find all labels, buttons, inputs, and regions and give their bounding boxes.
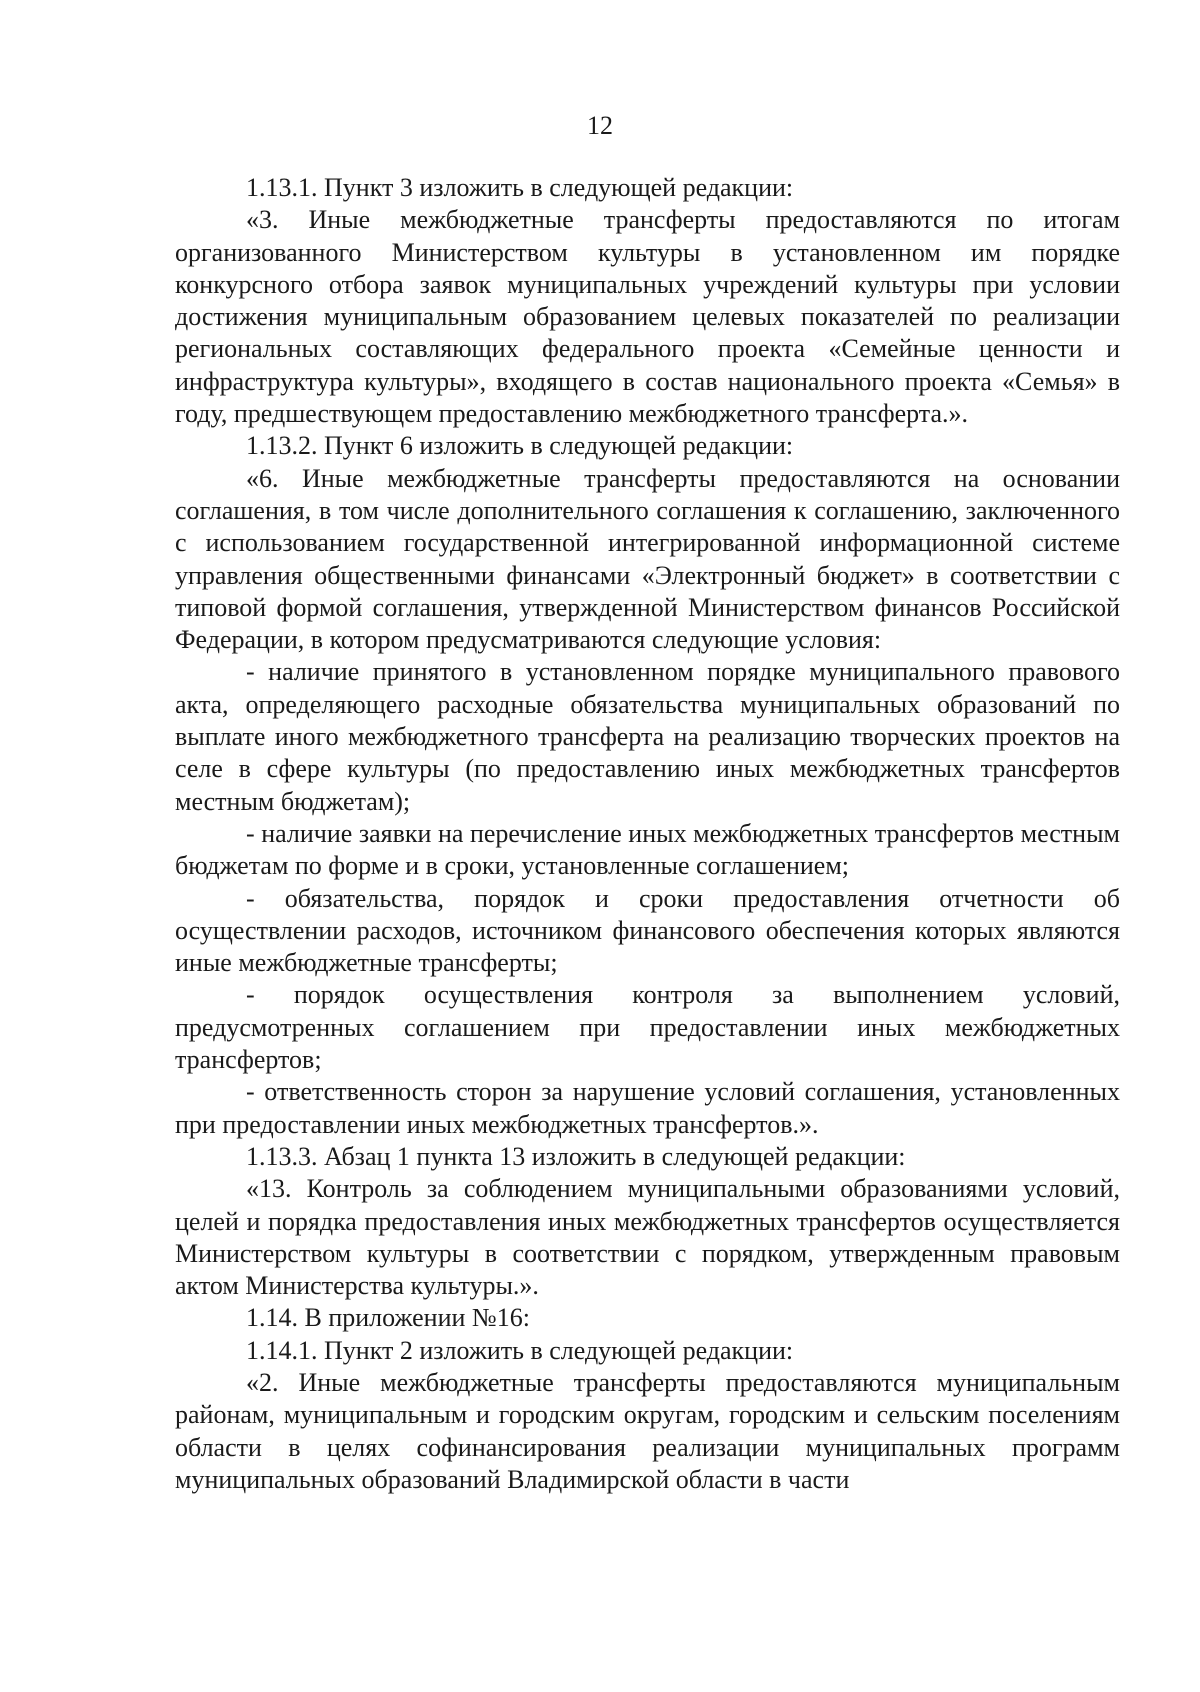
condition-reporting-obligations: - обязательства, порядок и сроки предоставления отчетности об осуществлении расходов, источником финансового обеспечения которых являются иные межбюджетные трансферты; [175,883,1120,978]
paragraph-item-3-text: «3. Иные межбюджетные трансферты предоставляются по итогам организованного Министерством культуры в установленном им порядке конкурсного отбора заявок муниципальных учреждений культуры при условии достижения муниципальным образованием целевых показателей по реализации региональных составляющих федерального проекта «Семейные ценности и инфраструктура культуры», входящего в состав национального проекта «Семья» в году, предшествующем предоставлению межбюджетного трансферта.». [175,205,1120,429]
paragraph-item-6-text: «6. Иные межбюджетные трансферты предоставляются на основании соглашения, в том числе дополнительного соглашения к соглашению, заключенного с использованием государственной интегрированной информационной системе управления общественными финансами «Электронный бюджет» в соответствии с типовой формой соглашения, утвержденной Министерством финансов Российской Федерации, в котором предусматриваются следующие условия: [175,463,1120,655]
condition-legal-act: - наличие принятого в установленном порядке муниципального правового акта, определяющего расходные обязательства муниципальных образований по выплате иного межбюджетного трансферта на реализацию творческих проектов на селе в сфере культуры (по предоставлению иных межбюджетных трансфертов местным бюджетам); [175,657,1120,816]
page-number: 12 [587,111,613,140]
paragraph-1-13-3: 1.13.3. Абзац 1 пункта 13 изложить в следующей редакции: [246,1141,906,1171]
paragraph-1-14: 1.14. В приложении №16: [246,1303,530,1333]
paragraph-1-13-2: 1.13.2. Пункт 6 изложить в следующей редакции: [246,431,794,461]
paragraph-item-2-text: «2. Иные межбюджетные трансферты предоставляются муниципальным районам, муниципальным и городским округам, городским и сельским поселениям области в целях софинансирования реализации муниципальных программ муниципальных образований Владимирской области в части [175,1367,1120,1494]
paragraph-item-13-text: «13. Контроль за соблюдением муниципальными образованиями условий, целей и порядка предоставления иных межбюджетных трансфертов осуществляется Министерством культуры в соответствии с порядком, утвержденным правовым актом Министерства культуры.». [175,1174,1120,1301]
condition-transfer-request: - наличие заявки на перечисление иных межбюджетных трансфертов местным бюджетам по форме и в сроки, установленные соглашением; [175,818,1120,881]
paragraph-1-14-1: 1.14.1. Пункт 2 изложить в следующей редакции: [246,1335,794,1365]
document-body [175,172,1120,1496]
condition-responsibility: - ответственность сторон за нарушение условий соглашения, установленных при предоставлении иных межбюджетных трансфертов.». [175,1077,1120,1139]
condition-control-procedure: - порядок осуществления контроля за выполнением условий, предусмотренных соглашением при предоставлении иных межбюджетных трансфертов; [175,980,1120,1075]
paragraph-1-13-1: 1.13.1. Пункт 3 изложить в следующей редакции: [246,173,794,202]
